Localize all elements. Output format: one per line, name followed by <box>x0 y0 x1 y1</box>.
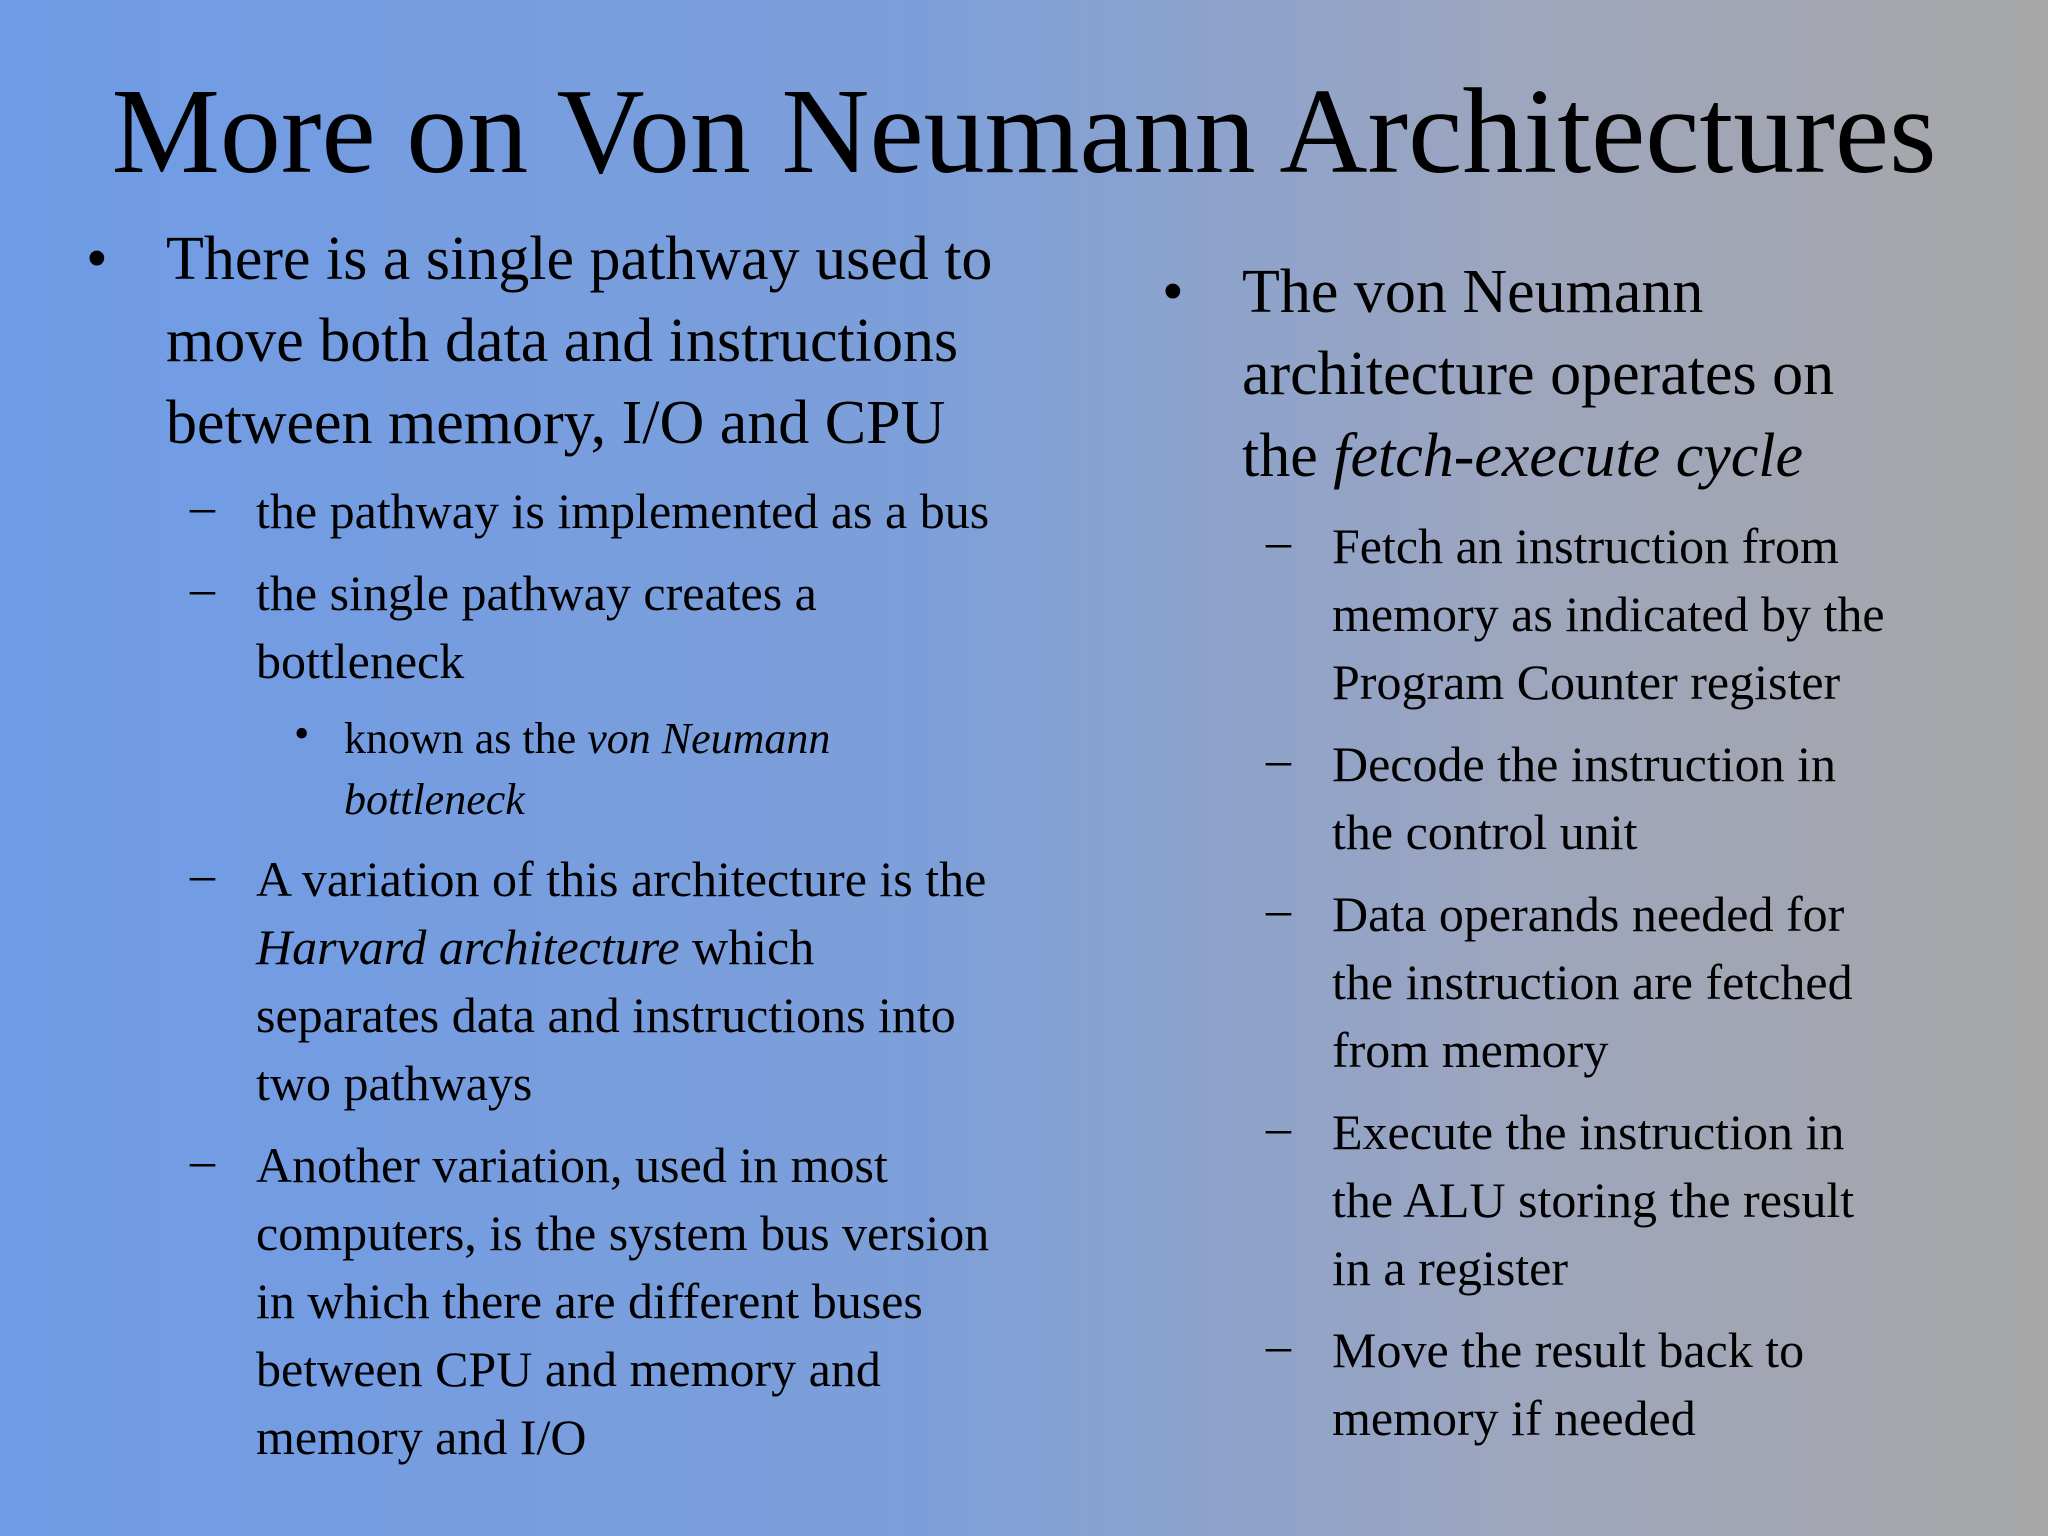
left-main-line-1: There is a single pathway used to <box>166 225 993 293</box>
left-sub4-line-4: between CPU and memory and <box>256 1341 881 1397</box>
right-main-bullet-icon: • <box>1162 258 1184 326</box>
right-main-line-3-italic: fetch-execute cycle <box>1333 422 1804 490</box>
left-sub3-dash-icon: – <box>190 846 215 902</box>
right-step3-line-2: the instruction are fetched <box>1332 954 1853 1010</box>
right-step4-text <box>1332 1098 2032 1302</box>
left-sub2-dash-icon: – <box>190 560 215 616</box>
left-sub4-line-5: memory and I/O <box>256 1409 587 1465</box>
left-sub2-text <box>256 559 1116 695</box>
right-main-line-3-prefix: the <box>1242 422 1334 490</box>
right-step4-dash-icon: – <box>1266 1099 1291 1155</box>
left-sub3-text <box>256 845 1116 1117</box>
left-sub4-text <box>256 1131 1116 1471</box>
left-sub2-line-2: bottleneck <box>256 633 465 689</box>
left-sub1-text <box>256 477 1116 545</box>
right-step2-line-2: the control unit <box>1332 804 1638 860</box>
right-step5-line-1: Move the result back to <box>1332 1322 1805 1378</box>
right-step3-dash-icon: – <box>1266 881 1291 937</box>
left-sub3-line-1: A variation of this architecture is the <box>256 851 987 907</box>
left-subsub-bullet-icon: • <box>294 709 310 758</box>
right-step2-line-1: Decode the instruction in <box>1332 736 1837 792</box>
left-sub3-line-2 <box>256 913 1116 981</box>
right-step5-dash-icon: – <box>1266 1317 1291 1373</box>
left-subsub-text <box>344 708 1044 830</box>
right-main-bullet-text <box>1242 251 2022 497</box>
left-sub3-line-3: separates data and instructions into <box>256 987 956 1043</box>
right-step4-line-3: in a register <box>1332 1240 1569 1296</box>
left-main-line-3: between memory, I/O and CPU <box>166 389 946 457</box>
right-step3-line-1: Data operands needed for <box>1332 886 1845 942</box>
left-subsub-italic-2: bottleneck <box>344 775 525 824</box>
left-sub4-line-1: Another variation, used in most <box>256 1137 888 1193</box>
left-sub4-dash-icon: – <box>190 1132 215 1188</box>
right-main-line-2: architecture operates on <box>1242 340 1835 408</box>
left-main-bullet-text <box>166 218 1106 464</box>
left-sub4-line-2: computers, is the system bus version <box>256 1205 990 1261</box>
right-step5-text <box>1332 1316 2032 1452</box>
left-subsub-line-1 <box>344 708 1044 769</box>
right-step3-line-3: from memory <box>1332 1022 1609 1078</box>
left-sub3-italic: Harvard architecture <box>256 919 680 975</box>
right-step4-line-2: the ALU storing the result <box>1332 1172 1855 1228</box>
right-step4-line-1: Execute the instruction in <box>1332 1104 1845 1160</box>
left-sub4-line-3: in which there are different buses <box>256 1273 923 1329</box>
right-step1-text <box>1332 512 2032 716</box>
right-step1-line-3: Program Counter register <box>1332 654 1841 710</box>
right-step3-text <box>1332 880 2032 1084</box>
right-step5-line-2: memory if needed <box>1332 1390 1696 1446</box>
left-subsub-line-2 <box>344 769 1044 830</box>
right-step1-line-1: Fetch an instruction from <box>1332 518 1839 574</box>
left-subsub-prefix: known as the <box>344 714 588 763</box>
right-step1-line-2: memory as indicated by the <box>1332 586 1885 642</box>
right-main-line-1: The von Neumann <box>1242 258 1704 326</box>
right-step2-text <box>1332 730 2032 866</box>
left-sub1-dash-icon: – <box>190 478 215 534</box>
left-sub2-line-1: the single pathway creates a <box>256 565 817 621</box>
right-step2-dash-icon: – <box>1266 731 1291 787</box>
left-sub3-line-4: two pathways <box>256 1055 533 1111</box>
right-main-line-3 <box>1242 415 2022 497</box>
left-main-line-2: move both data and instructions <box>166 307 959 375</box>
right-step1-dash-icon: – <box>1266 513 1291 569</box>
left-subsub-italic-1: von Neumann <box>587 714 831 763</box>
left-sub1-line-1: the pathway is implemented as a bus <box>256 483 990 539</box>
slide-title: More on Von Neumann Architectures <box>111 64 1937 199</box>
left-main-bullet-icon: • <box>86 225 108 293</box>
left-sub3-after-italic: which <box>679 919 815 975</box>
